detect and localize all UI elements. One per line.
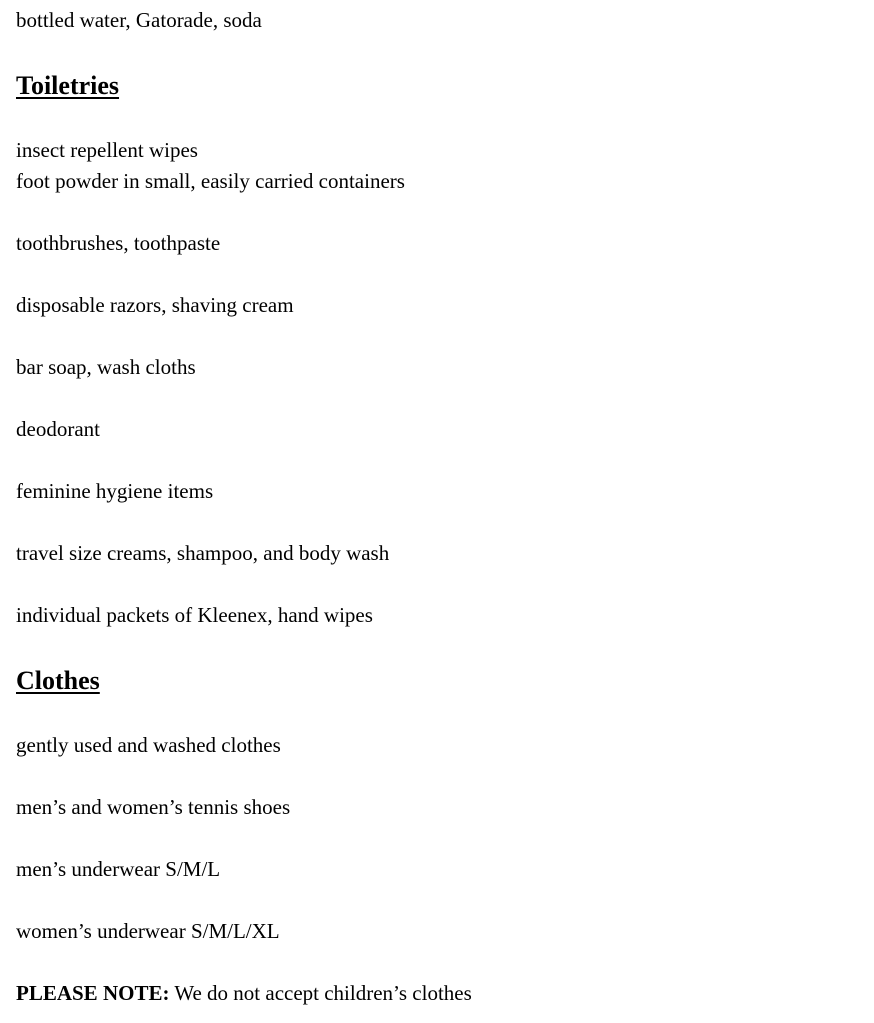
intro-paragraph: bottled water, Gatorade, soda xyxy=(16,8,262,32)
list-item xyxy=(16,228,854,259)
list-item xyxy=(16,414,854,445)
list-item xyxy=(16,916,854,947)
list-item xyxy=(16,476,854,507)
note-paragraph: PLEASE NOTE: We do not accept children’s clothes xyxy=(16,981,472,1005)
list-item xyxy=(16,290,854,321)
section-heading-toiletries: Toiletries xyxy=(16,71,120,100)
sections xyxy=(16,67,854,1009)
note-label: PLEASE NOTE: xyxy=(16,981,170,1005)
list-line: insect repellent wipes xyxy=(16,138,198,162)
list-line: gently used and washed clothes xyxy=(16,733,281,757)
list-line: bar soap, wash cloths xyxy=(16,355,196,379)
list-line: women’s underwear S/M/L/XL xyxy=(16,919,280,943)
list-line: men’s and women’s tennis shoes xyxy=(16,795,291,819)
list-item xyxy=(16,792,854,823)
list-line: disposable razors, shaving cream xyxy=(16,293,294,317)
list-line: foot powder in small, easily carried containers xyxy=(16,169,405,193)
list-item xyxy=(16,730,854,761)
list-item xyxy=(16,352,854,383)
list-line: men’s underwear S/M/L xyxy=(16,857,221,881)
list-line: deodorant xyxy=(16,417,100,441)
list-item xyxy=(16,135,854,197)
list-item xyxy=(16,854,854,885)
list-item xyxy=(16,538,854,569)
list-line: travel size creams, shampoo, and body wash xyxy=(16,541,390,565)
section-heading-clothes: Clothes xyxy=(16,666,100,695)
list-line: toothbrushes, toothpaste xyxy=(16,231,221,255)
list-item xyxy=(16,600,854,631)
list-line: feminine hygiene items xyxy=(16,479,214,503)
list-line: individual packets of Kleenex, hand wipes xyxy=(16,603,373,627)
